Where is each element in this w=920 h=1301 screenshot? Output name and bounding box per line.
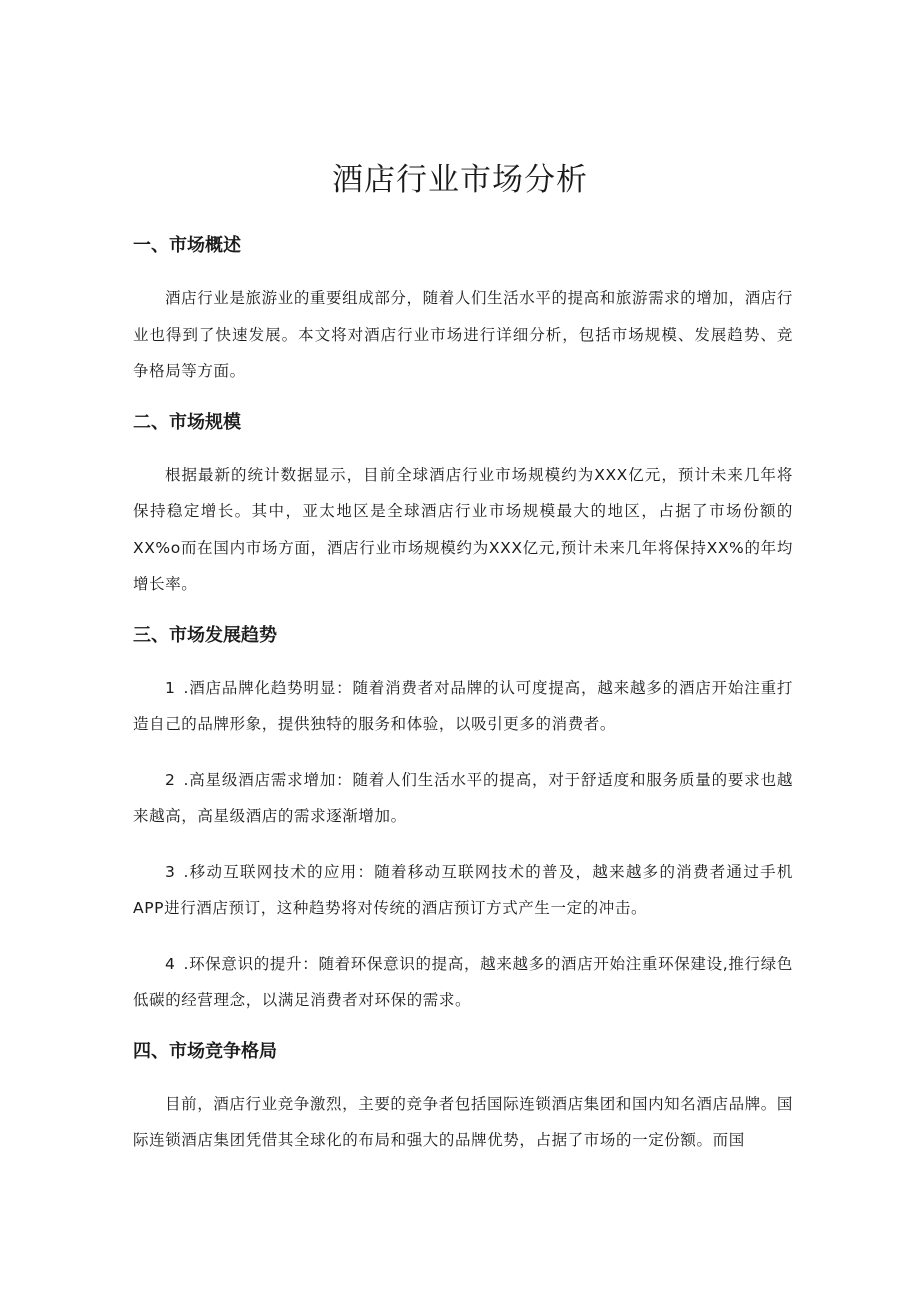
section-heading: 三、市场发展趋势 (133, 624, 277, 646)
list-item (133, 762, 793, 835)
section-market-overview (133, 232, 793, 390)
list-item (133, 946, 793, 1019)
section-competition (133, 1038, 793, 1159)
section-heading: 四、市场竞争格局 (133, 1040, 277, 1062)
list-item-text: .移动互联网技术的应用：随着移动互联网技术的普及，越来越多的消费者通过手机APP进行酒店预订，这种趋势将对传统的酒店预订方式产生一定的冲击。 (133, 862, 793, 917)
list-item-text: .高星级酒店需求增加：随着人们生活水平的提高，对于舒适度和服务质量的要求也越来越高，高星级酒店的需求逐渐增加。 (133, 770, 793, 825)
section-market-size (133, 409, 793, 603)
list-item-number: 3 (165, 862, 176, 881)
section-paragraph: 目前，酒店行业竞争激烈，主要的竞争者包括国际连锁酒店集团和国内知名酒店品牌。国际连锁酒店集团凭借其全球化的布局和强大的品牌优势，占据了市场的一定份额。而国 (133, 1094, 793, 1149)
document-title: 酒店行业市场分析 (332, 162, 588, 198)
document-body (133, 232, 793, 1178)
list-item (133, 670, 793, 743)
section-heading: 二、市场规模 (133, 411, 241, 433)
section-market-trends (133, 622, 793, 1019)
section-paragraph: 根据最新的统计数据显示，目前全球酒店行业市场规模约为XXX亿元，预计未来几年将保持稳定增长。其中，亚太地区是全球酒店行业市场规模最大的地区，占据了市场份额的XX%o而在国内市场方面，酒店行业市场规模约为XXX亿元,预计未来几年将保持XX%的年均增长率。 (133, 465, 793, 593)
list-item (133, 854, 793, 927)
list-item-text: .酒店品牌化趋势明显：随着消费者对品牌的认可度提高，越来越多的酒店开始注重打造自己的品牌形象，提供独特的服务和体验，以吸引更多的消费者。 (133, 678, 793, 733)
list-item-text: .环保意识的提升：随着环保意识的提高，越来越多的酒店开始注重环保建设,推行绿色低碳的经营理念，以满足消费者对环保的需求。 (133, 954, 793, 1009)
list-item-number: 1 (165, 678, 176, 697)
list-item-number: 4 (165, 954, 176, 973)
section-paragraph: 酒店行业是旅游业的重要组成部分，随着人们生活水平的提高和旅游需求的增加，酒店行业也得到了快速发展。本文将对酒店行业市场进行详细分析，包括市场规模、发展趋势、竞争格局等方面。 (133, 289, 793, 380)
list-item-number: 2 (165, 770, 176, 789)
section-heading: 一、市场概述 (133, 235, 241, 256)
